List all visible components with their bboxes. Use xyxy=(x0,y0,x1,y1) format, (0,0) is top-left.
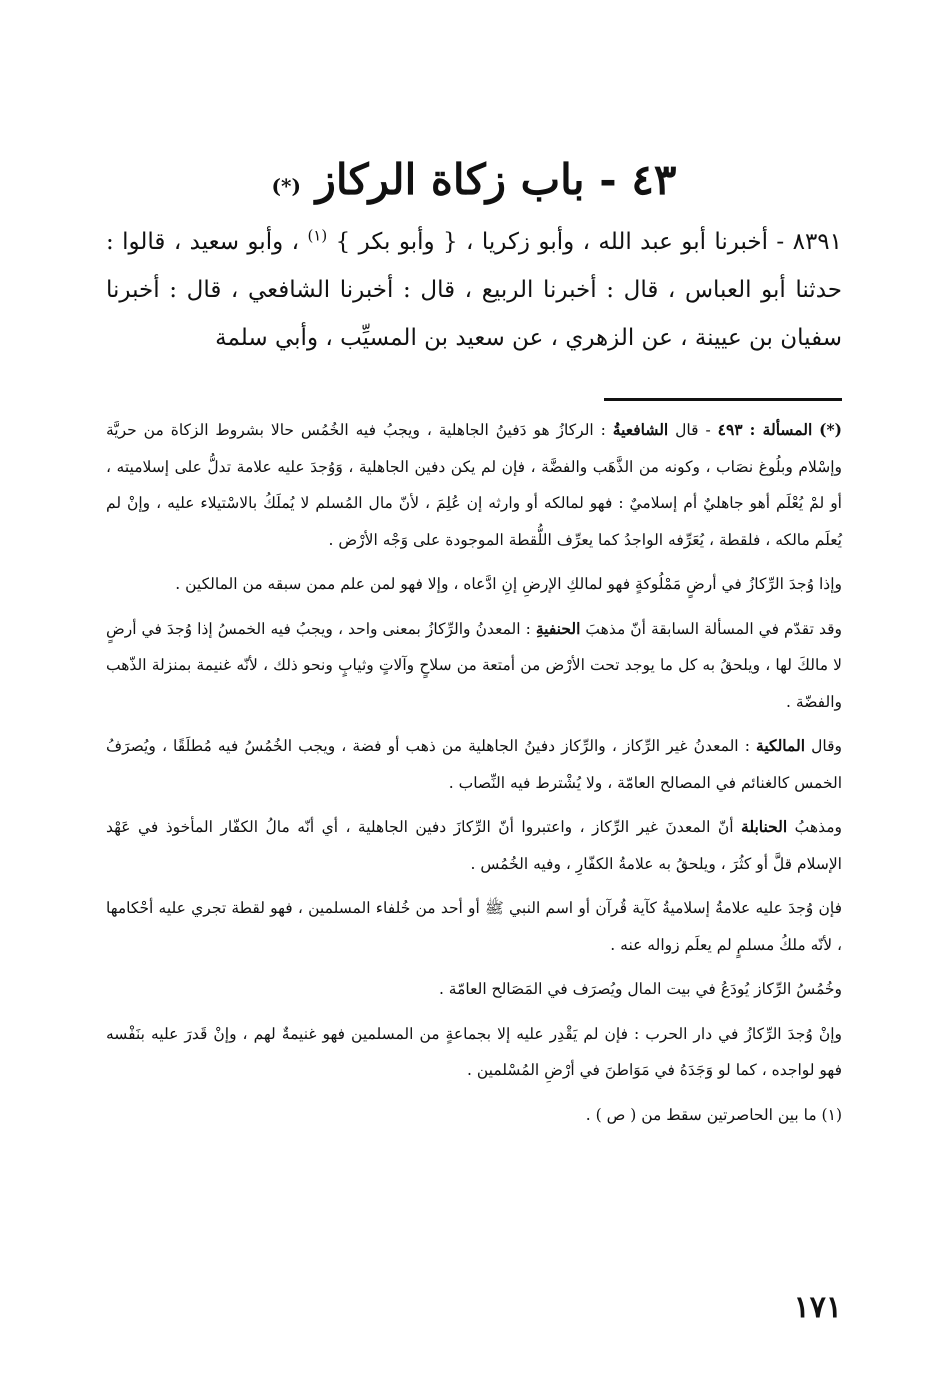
madhhab-shafii: الشافعيةُ xyxy=(612,420,669,439)
hadith-text xyxy=(106,218,842,362)
footnotes-section xyxy=(106,412,842,1133)
footnote-paragraph-bayt-al-mal: وخُمُسُ الرِّكاز يُودَعُ في بيت المال ويُصرَف في المَصَالح العامّة . xyxy=(438,980,842,998)
hanbali-text: أنّ المعدنَ غير الرِّكاز ، واعتبروا أنّ الرِّكازَ دفين الجاهلية ، أي أنّه مالُ الكفّار المأخوذ في عَهْد الإسلام قلَّ أو كثُرَ ، ويلحقُ به علامةُ الكفّارِ ، وفيه الخُمُس . xyxy=(106,818,842,873)
issue-label: المسألة : xyxy=(749,420,813,439)
footnote-paragraph-islamic-mark: فإن وُجدَ عليه علامةُ إسلاميةُ كآية قُرآن أو اسم النبي ﷺ أو أحد من خُلفاء المسلمين ، فهو لقطة تجري عليه أحْكامها ، لأنّه ملكُ مسلمٍ لم يعلَم زواله عنه . xyxy=(106,899,842,954)
hadith-part-2: ، وأبو سعيد ، قالوا : حدثنا أبو العباس ، قال : أخبرنا الربيع ، قال : أخبرنا الشافعي ، قال : أخبرنا سفيان بن عيينة ، عن الزهري ، عن سعيد بن المسيِّب ، وأبي سلمة xyxy=(106,229,842,351)
maliki-lead: وقال xyxy=(811,737,842,755)
chapter-title-text: ٤٣ - باب زكاة الركاز xyxy=(315,155,677,204)
footnote-divider xyxy=(604,398,842,401)
hanafi-text: : المعدنُ والرِّكازُ بمعنى واحد ، ويجبُ فيه الخمسُ إذا وُجدَ في أرضٍ لا مالكَ لها ، ويلحقُ به كل ما يوجد تحت الأرْض من أمتعة من سلاحٍ وآلاتٍ وثيابٍ ونحو ذلك ، لأنّه غنيمة بمنزلة الذّهب والفضّة . xyxy=(106,619,842,711)
footnote-paragraph-dar-al-harb: وإنْ وُجدَ الرِّكازُ في دار الحرب : فإن لم يَقْدِر عليه إلا بجماعةٍ من المسلمين فهو غنيمةٌ لهم ، وإنْ قَدرَ عليه بنَفْسه فهو لواجده ، كما لو وَجَدَهُ في مَوَاطنَ في أرْضِ المُسْلمين . xyxy=(106,1024,842,1079)
footnote-paragraph-shafii xyxy=(106,412,842,558)
hadith-footnote-ref: (١) xyxy=(307,226,328,245)
issue-lead: - قال xyxy=(675,421,711,439)
chapter-title xyxy=(100,150,848,210)
footnote-paragraph-hanafi xyxy=(106,611,842,721)
hanafi-lead: وقد تقدّم في المسألة السابقة أنّ مذهبَ xyxy=(585,619,842,638)
issue-number: ٤٩٣ xyxy=(717,420,743,439)
footnote-marker: (*) xyxy=(819,420,842,439)
chapter-footnote-marker: (*) xyxy=(271,174,301,198)
hanbali-lead: ومذهبُ xyxy=(794,818,842,836)
shafii-text: : الركازُ هو دَفينُ الجاهلية ، ويجبُ فيه الخُمُس حالا بشروط الزكاة من حريَّة وإسْلام وبلُوغ نصَاب ، وكونه من الذَّهَب والفضَّة ، فإن لم يكن دفين الجاهلية ، وَوُجدَ عليه علامة تدلُّ على إسلاميته ، أو لمْ يُعْلَم أهو جاهليٌ أم إسلاميٌ : فهو لمالكه أو وارثه إن عُلِمَ ، لأنّ مال المُسلم لا يُملَكُ بالاسْتيلاء عليه ، وإنْ لم يُعلَم مالكه ، فلقطة ، يُعَرِّفه الواجدُ كما يعرِّف اللُّقطة الموجودة على وَجْه الأرْض . xyxy=(106,421,842,549)
footnote-1: (١) ما بين الحاصرتين سقط من ( ص ) . xyxy=(585,1105,842,1124)
madhhab-hanbali: الحنابلة xyxy=(741,817,788,836)
page-number: ١٧١ xyxy=(793,1290,842,1325)
hadith-part-1: ٨٣٩١ - أخبرنا أبو عبد الله ، وأبو زكريا ، { وأبو بكر } xyxy=(335,229,843,255)
maliki-text: : المعدنُ غير الرِّكاز ، والرِّكاز دفينُ الجاهلية من ذهب أو فضة ، ويجب الخُمُسُ فيه مُطلَقًا ، ويُصرَفُ الخمس كالغنائم في المصالح العامّة ، ولا يُشْترط فيه النِّصاب . xyxy=(106,737,842,792)
madhhab-maliki: المالكية xyxy=(756,736,806,755)
footnote-paragraph-maliki xyxy=(106,728,842,801)
madhhab-hanafi: الحنفيةِ xyxy=(535,618,581,638)
footnote-paragraph-hanbali xyxy=(106,809,842,882)
footnote-paragraph-owned-land: وإذا وُجدَ الرِّكازُ في أرضٍ مَمْلُوكةٍ فهو لمالكِ الإرضِ إنِ ادَّعاه ، وإلا فهو لمن علم ممن سبقه من المالكين . xyxy=(175,575,842,593)
